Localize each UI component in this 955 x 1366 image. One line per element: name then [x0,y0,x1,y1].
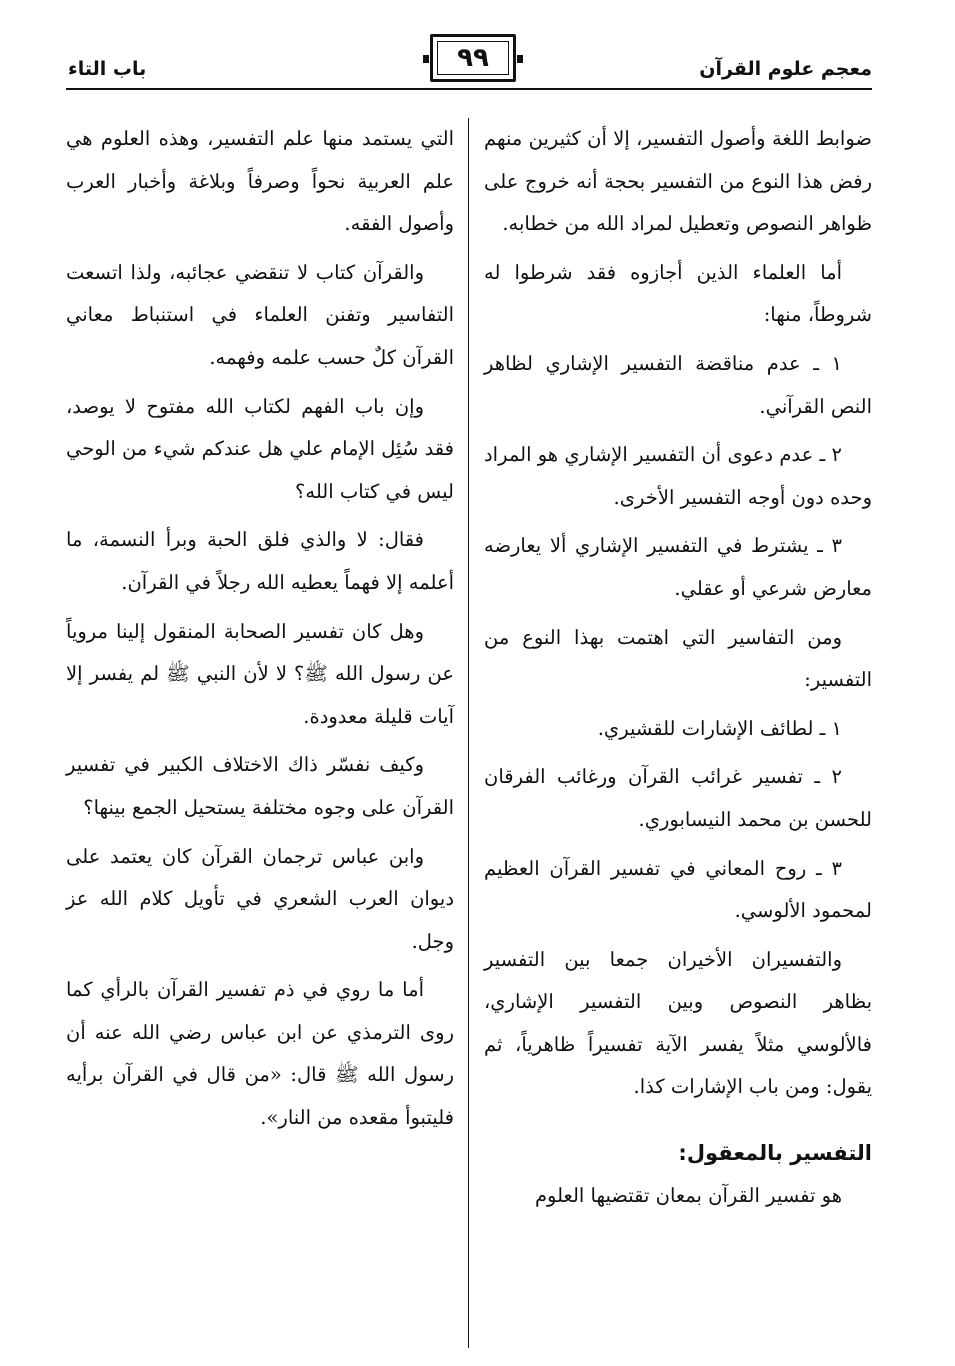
paragraph: فقال: لا والذي فلق الحبة وبرأ النسمة، ما أعلمه إلا فهماً يعطيه الله رجلاً في القرآن. [66,528,454,594]
right-column [484,118,872,1224]
condition-item: ٣ ـ يشترط في التفسير الإشاري ألا يعارضه معارض شرعي أو عقلي. [484,534,872,600]
paragraph: ضوابط اللغة وأصول التفسير، إلا أن كثيرين منهم رفض هذا النوع من التفسير بحجة أنه خروج على ظواهر النصوص وتعطيل لمراد الله من خطابه. [484,127,872,236]
paragraph: وكيف نفسّر ذاك الاختلاف الكبير في تفسير القرآن على وجوه مختلفة يستحيل الجمع بينها؟ [66,753,454,819]
paragraph: وهل كان تفسير الصحابة المنقول إلينا مروياً عن رسول الله ﷺ؟ لا لأن النبي ﷺ لم يفسر إلا آيات قليلة معدودة. [66,619,454,728]
section-heading: التفسير بالمعقول: [678,1141,872,1166]
book-item: ٢ ـ تفسير غرائب القرآن ورغائب الفرقان للحسن بن محمد النيسابوري. [484,765,872,831]
condition-item: ٢ ـ عدم دعوى أن التفسير الإشاري هو المراد وحده دون أوجه التفسير الأخرى. [484,443,872,509]
book-item: ٣ ـ روح المعاني في تفسير القرآن العظيم لمحمود الألوسي. [484,856,872,923]
page-number-frame [430,34,516,82]
paragraph: وإن باب الفهم لكتاب الله مفتوح لا يوصد، فقد سُئِل الإمام علي هل عندكم شيء من الوحي ليس في كتاب الله؟ [66,394,454,503]
paragraph: أما العلماء الذين أجازوه فقد شرطوا له شروطاً، منها: [484,260,872,327]
header-rule [66,88,872,90]
book-title: معجم علوم القرآن [699,58,872,80]
chapter-title: باب التاء [68,58,147,80]
page-number: ٩٩ [457,43,489,73]
paragraph: التي يستمد منها علم التفسير، وهذه العلوم هي علم العربية نحواً وصرفاً وبلاغة وأخبار العرب وأصول الفقه. [66,127,454,236]
column-divider [468,118,469,1348]
book-item: ١ ـ لطائف الإشارات للقشيري. [597,716,842,740]
paragraph: ومن التفاسير التي اهتمت بهذا النوع من التفسير: [484,625,872,692]
condition-item: ١ ـ عدم مناقضة التفسير الإشاري لظاهر النص القرآني. [484,351,872,418]
paragraph: وابن عباس ترجمان القرآن كان يعتمد على ديوان العرب الشعري في تأويل كلام الله عز وجل. [66,844,454,953]
page-header [66,32,872,90]
left-column [66,118,454,1146]
paragraph: هو تفسير القرآن بمعان تقتضيها العلوم [534,1184,842,1208]
paragraph: والقرآن كتاب لا تنقضي عجائبه، ولذا اتسعت التفاسير وتفنن العلماء في استنباط معاني القرآن كلٌ حسب علمه وفهمه. [66,260,454,369]
paragraph: أما ما روي في ذم تفسير القرآن بالرأي كما روى الترمذي عن ابن عباس رضي الله عنه أن رسول الله ﷺ قال: «من قال في القرآن برأيه فليتبوأ مقعده من النار». [66,978,454,1130]
paragraph: والتفسيران الأخيران جمعا بين التفسير بظاهر النصوص وبين التفسير الإشاري، فالألوسي مثلاً يفسر الآية تفسيراً ظاهرياً، ثم يقول: ومن باب الإشارات كذا. [484,947,872,1099]
